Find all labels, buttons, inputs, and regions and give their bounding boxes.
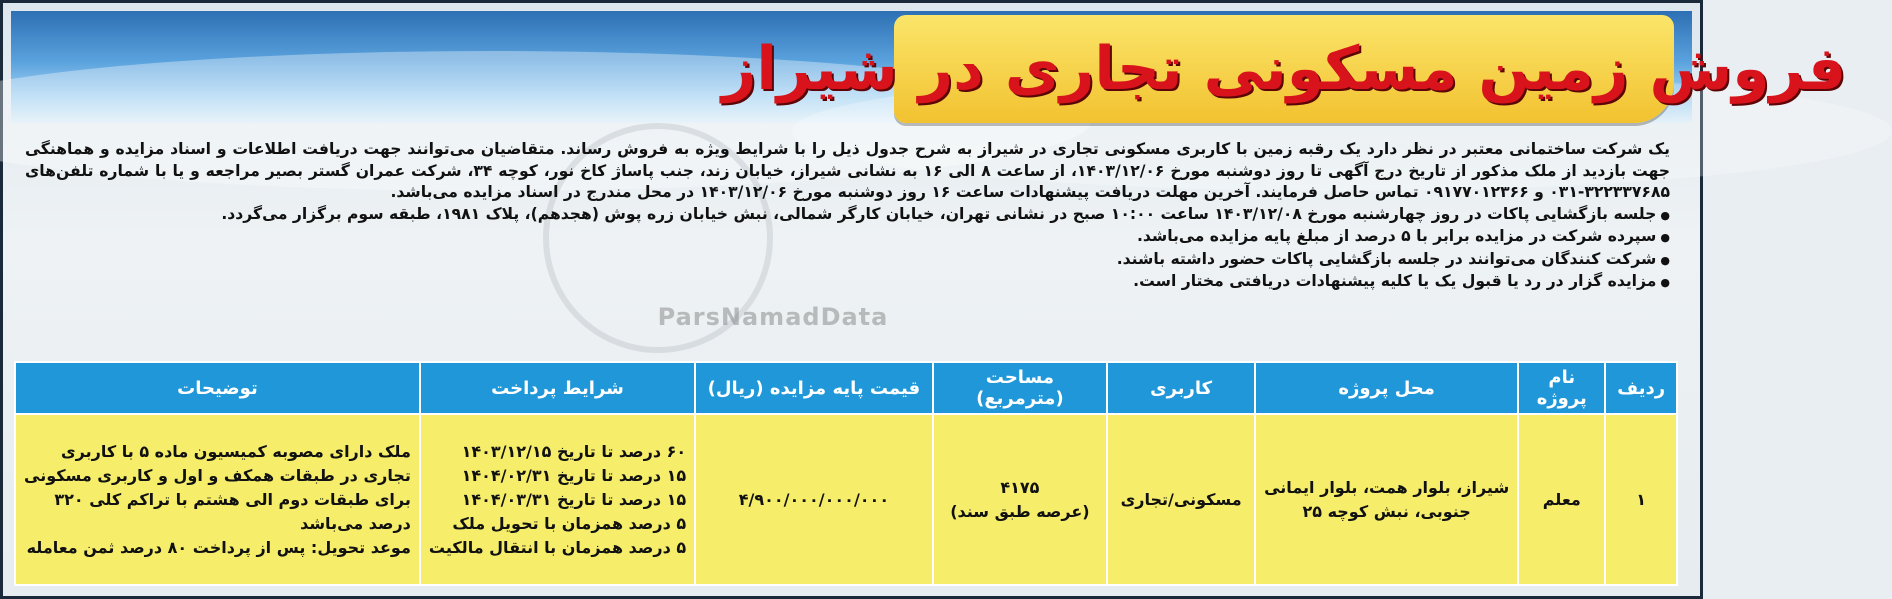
- payment-line: ۶۰ درصد تا تاریخ ۱۴۰۳/۱۲/۱۵: [461, 441, 687, 461]
- notes-line: تجاری در طبقات همکف و اول و کاربری مسکونی: [24, 465, 411, 485]
- auction-table: [14, 361, 1678, 586]
- notes-line: ملک دارای مصوبه کمیسیون ماده ۵ با کاربری: [61, 441, 411, 461]
- payment-line: ۱۵ درصد تا تاریخ ۱۴۰۴/۰۳/۳۱: [461, 489, 687, 509]
- bullet-item: ● مزایده گزار در رد یا قبول یک یا کلیه پیشنهادات دریافتی مختار است.: [25, 271, 1670, 294]
- area-value: ۴۱۷۵: [1000, 477, 1040, 497]
- header-location: محل پروژه: [1255, 362, 1518, 414]
- title-box: [721, 15, 1847, 123]
- bullet-item: ● شرکت کنندگان می‌توانند در جلسه بازگشایی پاکات حضور داشته باشند.: [25, 249, 1670, 272]
- header-area: مساحت (مترمربع): [933, 362, 1107, 414]
- notes-line: درصد می‌باشد: [300, 513, 411, 533]
- header-usage: کاربری: [1107, 362, 1255, 414]
- page-title: فروش زمین مسکونی تجاری در شیراز: [721, 34, 1847, 104]
- watermark-text: ParsNamadData: [657, 303, 889, 331]
- bullet-item: ● سپرده شرکت در مزایده برابر با ۵ درصد از مبلغ پایه مزایده می‌باشد.: [25, 226, 1670, 249]
- header-base-price: قیمت پایه مزایده (ریال): [695, 362, 933, 414]
- cell-project-name: معلم: [1518, 414, 1605, 585]
- location-line: شیراز، بلوار همت، بلوار ایمانی: [1264, 477, 1510, 497]
- header-banner: [11, 11, 1847, 123]
- header-notes: توضیحات: [15, 362, 420, 414]
- cell-payment: [420, 414, 695, 585]
- location-line: جنوبی، نبش کوچه ۲۵: [1302, 501, 1471, 521]
- header-project-name: نام پروژه: [1518, 362, 1605, 414]
- notes-line: برای طبقات دوم الی هشتم با تراکم کلی ۳۲۰: [54, 489, 411, 509]
- cell-usage: مسکونی/تجاری: [1107, 414, 1255, 585]
- announcement-body: [25, 139, 1670, 294]
- area-note: (عرصه طبق سند): [950, 501, 1090, 521]
- payment-line: ۵ درصد همزمان با تحویل ملک: [452, 513, 687, 533]
- cell-row-number: ۱: [1605, 414, 1677, 585]
- header-payment: شرایط پرداخت: [420, 362, 695, 414]
- header-row-number: ردیف: [1605, 362, 1677, 414]
- payment-line: ۵ درصد همزمان با انتقال مالکیت: [428, 537, 687, 557]
- cell-notes: [15, 414, 420, 585]
- table-header-row: [15, 362, 1677, 414]
- table-row: [15, 414, 1677, 585]
- intro-paragraph: یک شرکت ساختمانی معتبر در نظر دارد یک رقبه زمین با کاربری مسکونی تجاری در شیراز به شرح جدول ذیل را با شرایط ویژه به فروش رساند. متقاضیان می‌توانند جهت دریافت اطلاعات و اسناد مزایده و هماهنگی جهت بازدید از ملک مذکور از تاریخ درج آگهی تا روز دوشنبه مورخ ۱۴۰۳/۱۲/۰۶، از ساعت ۸ الی ۱۶ به نشانی شیراز، خیابان زند، جنب پاساژ کاخ نور، کوچه ۳۴، شرکت عمران گستر بصیر مراجعه و یا با شماره تلفن‌های ۳۲۲۳۳۷۶۸۵-۰۳۱ و ۰۹۱۷۷۰۱۲۳۶۶ تماس حاصل فرمایند. آخرین مهلت دریافت پیشنهادات ساعت ۱۶ روز دوشنبه مورخ ۱۴۰۳/۱۲/۰۶ در محل مندرج در اسناد مزایده می‌باشد.: [25, 140, 1670, 201]
- bullet-item: ● جلسه بازگشایی پاکات در روز چهارشنبه مورخ ۱۴۰۳/۱۲/۰۸ ساعت ۱۰:۰۰ صبح در نشانی تهران، خیابان کارگر شمالی، نبش خیابان زره پوش (هجدهم)، پلاک ۱۹۸۱، طبقه سوم برگزار می‌گردد.: [25, 204, 1670, 227]
- notes-line: موعد تحویل: پس از پرداخت ۸۰ درصد ثمن معامله: [26, 537, 411, 557]
- cell-area: [933, 414, 1107, 585]
- payment-line: ۱۵ درصد تا تاریخ ۱۴۰۴/۰۲/۳۱: [461, 465, 687, 485]
- cell-location: [1255, 414, 1518, 585]
- cell-base-price: ۴/۹۰۰/۰۰۰/۰۰۰/۰۰۰: [695, 414, 933, 585]
